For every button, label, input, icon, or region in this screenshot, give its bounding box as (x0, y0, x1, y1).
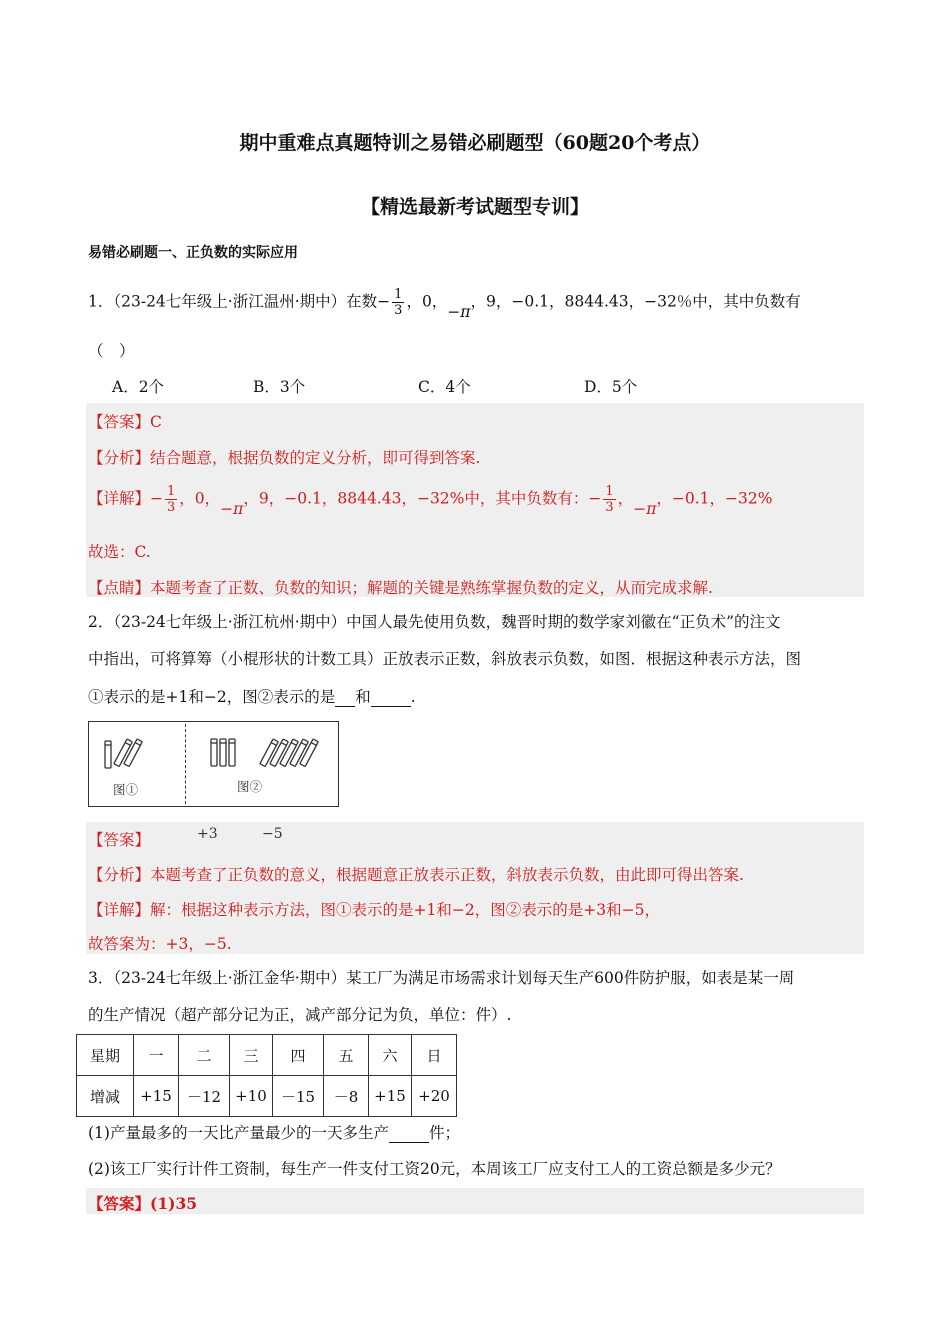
q2-and: 和 (188, 688, 204, 706)
table-cell: －8 (324, 1076, 369, 1117)
table-cell: 五 (324, 1035, 369, 1076)
section-heading: 易错必刷题一、正负数的实际应用 (88, 245, 298, 261)
table-cell: －15 (273, 1076, 324, 1117)
q2-text: ①表示的是 (88, 688, 166, 706)
frac-denominator: 3 (605, 500, 614, 515)
q2-answer-tag: 【答案】 (88, 831, 151, 849)
table-cell: －12 (179, 1076, 230, 1117)
q2-line3 (88, 685, 416, 707)
q3-line2: 的生产情况（超产部分记为正，减产部分记为负，单位：件）. (88, 1006, 512, 1024)
detail-negpi-2: −π (633, 499, 657, 518)
q1-rest: ，9，−0.1，8844.43，−32％中，其中负数有 (470, 292, 801, 311)
detail-minus-five: −5 (621, 901, 645, 919)
table-row (77, 1076, 457, 1117)
q2-conclusion (88, 932, 232, 954)
q2-analysis (88, 863, 744, 885)
q2-blank-1[interactable] (335, 690, 355, 707)
q1-remark (88, 576, 713, 598)
frac-numerator: 1 (167, 484, 176, 499)
detail-text-b: ，图②表示的是 (474, 901, 584, 919)
q1-negpi: −π (447, 302, 471, 321)
detail-mid: ，0， (179, 489, 221, 508)
conclusion-minus-five: −5 (203, 935, 227, 953)
page-title: 期中重难点真题特训之易错必刷题型（60题20个考点） (239, 132, 711, 154)
detail-tag: 【详解】 (88, 489, 151, 508)
q1-conclusion: 故选：C. (88, 543, 151, 561)
analysis-text: 结合题意，根据负数的定义分析，即可得到答案. (150, 449, 481, 467)
q1-option-c: C．4个 (418, 378, 471, 396)
q2-line1: 2．（23-24七年级上·浙江杭州·期中）中国人最先使用负数，魏晋时期的数学家刘徽在“正负术”的注文 (88, 613, 781, 631)
table-cell: 六 (369, 1035, 412, 1076)
figure-1-label: 图① (113, 782, 139, 797)
table-cell: 一 (134, 1035, 179, 1076)
q2-line2: 中指出，可将算筹（小棍形状的计数工具）正放表示正数，斜放表示负数，如图．根据这种表示方法，图 (88, 650, 802, 668)
frac-numerator: 1 (394, 287, 403, 302)
analysis-tag: 【分析】 (88, 866, 151, 884)
q2-blank-2[interactable] (371, 690, 411, 707)
q1-analysis (88, 446, 480, 468)
detail-comma: ， (617, 489, 634, 508)
q2-detail (88, 898, 660, 920)
table-cell: 日 (412, 1035, 457, 1076)
conclusion-plus-three: +3 (165, 935, 189, 953)
detail-end: ， (644, 901, 661, 919)
q3-sub1-end: 件； (428, 1124, 460, 1142)
q3-sub2: (2)该工厂实行计件工资制，每生产一件支付工资20元，本周该工厂应支付工人的工资总额是多少元？ (88, 1160, 781, 1178)
q3-sub1 (88, 1121, 460, 1143)
detail-plus-one: +1 (413, 901, 437, 919)
table-cell: +10 (230, 1076, 273, 1117)
table-row (77, 1035, 457, 1076)
q2-and-2: 和 (355, 688, 371, 706)
remark-tag: 【点睛】 (88, 579, 151, 597)
detail-negpi: −π (220, 499, 244, 518)
frac-numerator: 1 (605, 484, 614, 499)
figure-2-label: 图② (237, 779, 263, 794)
q2-end: . (410, 688, 416, 706)
detail-minus: − (150, 489, 164, 508)
table-cell: 三 (230, 1035, 273, 1076)
q2-answer-2: −5 (262, 826, 283, 842)
remark-text: 本题考查了正数、负数的知识；解题的关键是熟练掌握负数的定义，从而完成求解. (150, 579, 713, 597)
table-cell: 星期 (77, 1035, 134, 1076)
q1-stem (88, 287, 801, 321)
detail-fraction (165, 484, 177, 515)
frac-denominator: 3 (394, 303, 403, 318)
detail-minus-two: −2 (451, 901, 475, 919)
table-cell: +15 (369, 1076, 412, 1117)
q3-answer (88, 1192, 197, 1214)
detail-text-a: 解：根据这种表示方法，图①表示的是 (150, 901, 414, 919)
table-cell: +20 (412, 1076, 457, 1117)
conclusion-text: 故答案为： (88, 935, 166, 953)
answer-tag: 【答案】 (88, 413, 151, 431)
detail-rest: ，9，−0.1，8844.43，−32%中，其中负数有： (243, 489, 589, 508)
figure-divider (185, 724, 186, 804)
answer-tag: 【答案】 (88, 1194, 151, 1213)
table-cell: 增减 (77, 1076, 134, 1117)
conclusion-sep: ， (188, 935, 204, 953)
q2-plus-one: +1 (165, 688, 189, 706)
q1-answer (88, 410, 162, 432)
q1-option-a: A．2个 (112, 378, 165, 396)
q3-blank[interactable] (389, 1126, 429, 1143)
frac-denominator: 3 (167, 500, 176, 515)
q1-detail (88, 484, 773, 518)
detail-plus-three: +3 (583, 901, 607, 919)
answer-value: C (150, 413, 162, 431)
detail-tag: 【详解】 (88, 901, 151, 919)
detail-and-2: 和 (606, 901, 622, 919)
table-cell: 二 (179, 1035, 230, 1076)
table-cell: 四 (273, 1035, 324, 1076)
q1-sep: ，0， (406, 292, 448, 311)
q3-line1: 3．（23-24七年级上·浙江金华·期中）某工厂为满足市场需求计划每天生产600件防护服，如表是某一周 (88, 969, 795, 987)
q1-option-b: B．3个 (253, 378, 306, 396)
q3-solution-box (86, 1188, 864, 1214)
page-subtitle: 【精选最新考试题型专训】 (360, 196, 589, 218)
counting-rods-figure (88, 721, 339, 807)
q3-sub1-text: (1)产量最多的一天比产量最少的一天多生产 (88, 1124, 389, 1142)
table-cell: +15 (134, 1076, 179, 1117)
detail-tail: ，−0.1，−32% (656, 489, 773, 508)
q1-fraction (392, 287, 404, 318)
production-table (76, 1034, 457, 1117)
answer-value: (1)35 (150, 1194, 198, 1213)
q2-answer-1: +3 (197, 826, 218, 842)
detail-minus-2: − (588, 489, 602, 508)
conclusion-end: . (226, 935, 232, 953)
analysis-text: 本题考查了正负数的意义，根据题意正放表示正数，斜放表示负数，由此即可得出答案. (150, 866, 744, 884)
q2-minus-two: −2 (203, 688, 227, 706)
q1-prefix: 1．（23-24七年级上·浙江温州·期中）在数 (88, 292, 378, 311)
q1-minus: − (377, 292, 391, 311)
q1-option-d: D．5个 (584, 378, 638, 396)
analysis-tag: 【分析】 (88, 449, 151, 467)
q1-paren: （ ） (88, 342, 135, 360)
q2-text-b: ，图②表示的是 (226, 688, 336, 706)
detail-and: 和 (436, 901, 452, 919)
detail-fraction-2 (603, 484, 615, 515)
